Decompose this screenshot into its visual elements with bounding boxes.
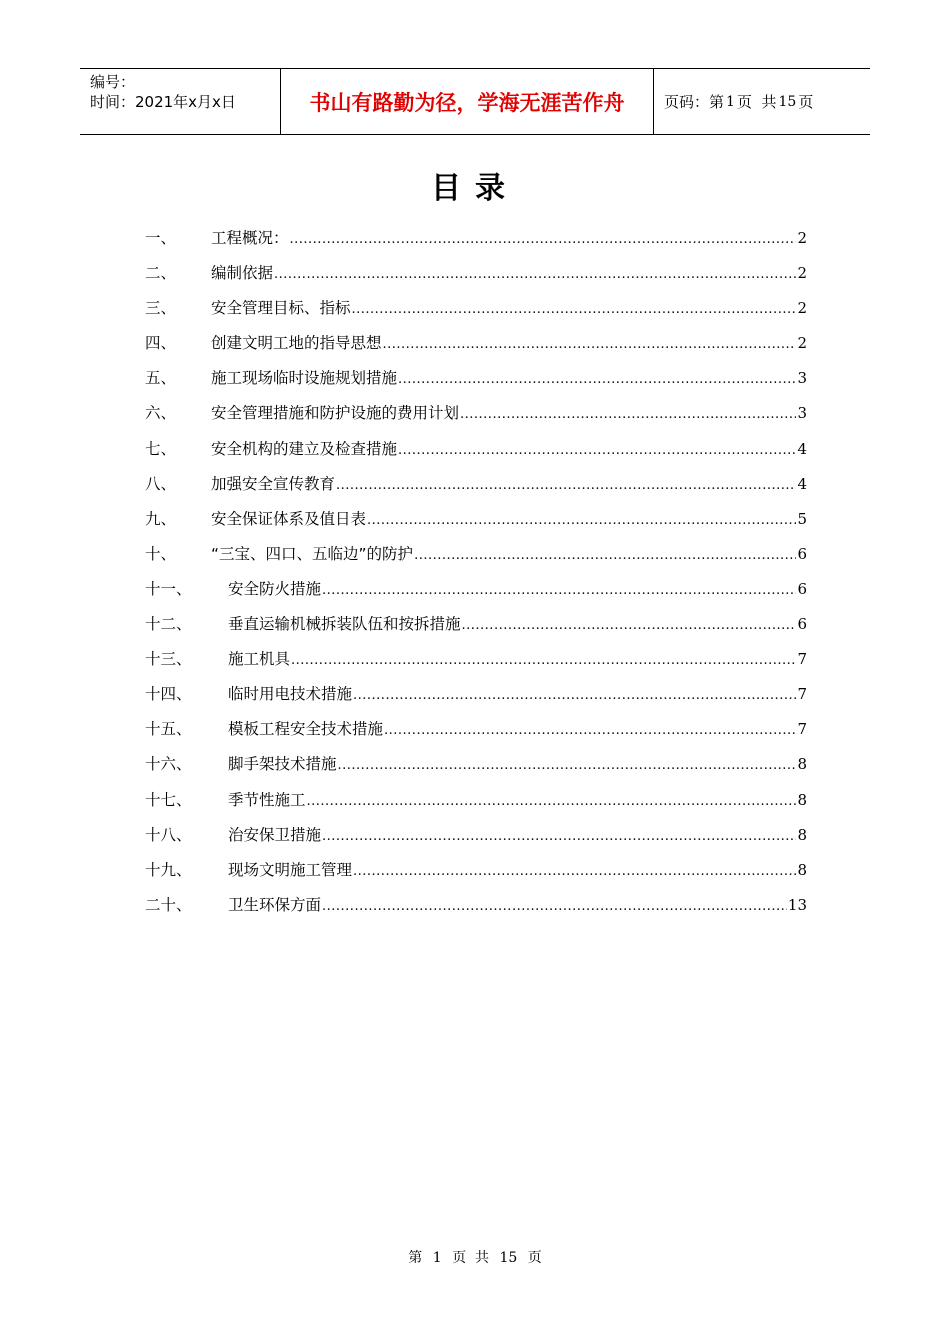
toc-entry-title: 安全管理目标、指标 <box>211 299 351 318</box>
toc-entry-number: 十九、 <box>145 860 192 879</box>
toc-entry-number: 七、 <box>145 439 177 458</box>
footer-total: 15 <box>499 1250 518 1266</box>
toc-entry-title: 安全机构的建立及检查措施 <box>211 439 398 458</box>
toc-entry-leader <box>460 407 796 422</box>
toc-entry-number: 十五、 <box>145 720 192 739</box>
toc-entry-title: 编制依据 <box>211 264 274 283</box>
toc-entry-number: 十、 <box>145 544 177 563</box>
header-motto: 书山有路勤为径，学海无涯苦作舟 <box>281 69 654 134</box>
toc-entry-leader <box>367 513 796 528</box>
serial-label: 编号： <box>90 73 136 91</box>
toc-entry[interactable] <box>145 577 807 612</box>
toc-entry-page: 3 <box>797 404 807 423</box>
footer-current: 1 <box>432 1250 442 1266</box>
toc-entry-number: 九、 <box>145 509 177 528</box>
footer-prefix: 第 <box>408 1250 423 1266</box>
toc-entry-title: 施工现场临时设施规划措施 <box>211 369 398 388</box>
toc-entry-title: 季节性施工 <box>228 790 306 809</box>
toc-entry-page: 3 <box>797 369 807 388</box>
toc-entry-page: 7 <box>797 685 807 704</box>
toc-entry[interactable] <box>145 296 807 331</box>
toc-entry[interactable] <box>145 542 807 577</box>
toc-entry-title: 模板工程安全技术措施 <box>228 720 384 739</box>
toc-entry-leader <box>322 583 796 598</box>
toc-entry[interactable] <box>145 858 807 893</box>
toc-entry-page: 8 <box>797 755 807 774</box>
toc-entry-page: 8 <box>797 825 807 844</box>
toc-entry-title: 创建文明工地的指导思想 <box>211 334 382 353</box>
toc-entry-number: 八、 <box>145 474 177 493</box>
toc-entry-leader <box>398 443 796 458</box>
toc-entry[interactable] <box>145 472 807 507</box>
toc-entry-title: 现场文明施工管理 <box>228 860 353 879</box>
toc-entry-leader <box>290 232 797 247</box>
toc-entry[interactable] <box>145 366 807 401</box>
toc-entry[interactable] <box>145 261 807 296</box>
toc-entry-page: 6 <box>797 615 807 634</box>
toc-entry[interactable] <box>145 612 807 647</box>
toc-entry[interactable] <box>145 717 807 752</box>
toc-entry-leader <box>353 688 796 703</box>
page-header <box>80 68 870 135</box>
toc-entry-number: 十四、 <box>145 685 192 704</box>
toc-entry-leader <box>383 337 797 352</box>
toc-entry-page: 4 <box>797 439 807 458</box>
toc-entry-leader <box>336 478 796 493</box>
toc-entry-number: 一、 <box>145 229 177 247</box>
toc-entry-number: 十一、 <box>145 579 192 598</box>
toc-entry-number: 四、 <box>145 334 177 353</box>
toc-entry-title: 安全保证体系及值日表 <box>211 509 367 528</box>
toc-entry-title: 安全防火措施 <box>228 579 322 598</box>
toc-entry-leader <box>322 829 796 844</box>
toc-entry-page: 4 <box>797 474 807 493</box>
toc-entry-leader <box>352 302 797 317</box>
toc-entry-title: 安全管理措施和防护设施的费用计划 <box>211 404 460 423</box>
toc-entry-number: 六、 <box>145 404 177 423</box>
toc-entry-leader <box>274 267 796 282</box>
toc-entry-page: 2 <box>797 299 807 318</box>
toc-entry-title: 工程概况： <box>211 229 289 247</box>
toc-entry-title: 加强安全宣传教育 <box>211 474 336 493</box>
toc-entry-number: 五、 <box>145 369 177 388</box>
toc-entry-number: 十八、 <box>145 825 192 844</box>
toc-entry-page: 7 <box>797 650 807 669</box>
toc-entry-leader <box>291 653 796 668</box>
toc-entry-page: 2 <box>797 229 807 247</box>
toc-entry-page: 2 <box>797 334 807 353</box>
toc-entry-page: 8 <box>797 790 807 809</box>
toc-entry[interactable] <box>145 788 807 823</box>
toc-entry[interactable] <box>145 893 807 928</box>
toc-entry-number: 二、 <box>145 264 177 283</box>
toc-entry[interactable] <box>145 437 807 472</box>
header-page-mid: 页 共 <box>736 93 777 111</box>
toc-entry-title: 卫生环保方面 <box>228 895 322 914</box>
toc-entry[interactable] <box>145 226 807 261</box>
header-page-prefix: 页码：第 <box>664 93 725 111</box>
toc-entry-page: 2 <box>797 264 807 283</box>
toc-entry-number: 十三、 <box>145 650 192 669</box>
header-page-current: 1 <box>726 93 735 110</box>
toc-entry-leader <box>398 372 796 387</box>
toc-entry-number: 十六、 <box>145 755 192 774</box>
toc-entry-title: 垂直运输机械拆装队伍和按拆措施 <box>228 615 461 634</box>
toc-entry[interactable] <box>145 401 807 436</box>
header-page-info <box>654 69 870 134</box>
toc-entry-title: 临时用电技术措施 <box>228 685 353 704</box>
header-page-total: 15 <box>778 93 797 110</box>
toc-entry-page: 7 <box>797 720 807 739</box>
toc-entry-page: 6 <box>797 544 807 563</box>
toc-entry-page: 13 <box>787 895 807 914</box>
toc-entry-leader <box>462 618 797 633</box>
toc-entry-page: 6 <box>797 579 807 598</box>
toc-entry-number: 三、 <box>145 299 177 318</box>
toc-title: 目录 <box>431 171 519 206</box>
page-footer <box>0 1247 950 1267</box>
footer-mid: 页 共 <box>452 1250 489 1266</box>
toc-entry-page: 8 <box>797 860 807 879</box>
header-page-suffix: 页 <box>798 93 814 111</box>
toc-entry-leader <box>307 794 797 809</box>
toc-entry-leader <box>414 548 796 563</box>
toc-entry[interactable] <box>145 507 807 542</box>
header-meta <box>80 69 281 134</box>
toc-entry-title: 治安保卫措施 <box>228 825 322 844</box>
toc-entry-page: 5 <box>797 509 807 528</box>
toc-entry[interactable] <box>145 331 807 366</box>
toc-entry-leader <box>338 758 797 773</box>
toc-entry-title: 脚手架技术措施 <box>228 755 337 774</box>
toc-entry-leader <box>353 864 796 879</box>
toc-entry[interactable] <box>145 647 807 682</box>
toc-entry-number: 十二、 <box>145 615 192 634</box>
time-label: 时间：2021年x月x日 <box>90 93 236 111</box>
toc-entry[interactable] <box>145 823 807 858</box>
toc-entry[interactable] <box>145 682 807 717</box>
toc-entry-leader <box>384 723 796 738</box>
toc-entry-number: 十七、 <box>145 790 192 809</box>
toc-entry-title: “三宝、四口、五临边”的防护 <box>211 544 414 563</box>
table-of-contents <box>145 226 807 928</box>
footer-suffix: 页 <box>527 1250 542 1266</box>
toc-entry[interactable] <box>145 752 807 787</box>
toc-entry-number: 二十、 <box>145 895 192 914</box>
toc-entry-title: 施工机具 <box>228 650 291 669</box>
toc-entry-leader <box>322 899 787 914</box>
